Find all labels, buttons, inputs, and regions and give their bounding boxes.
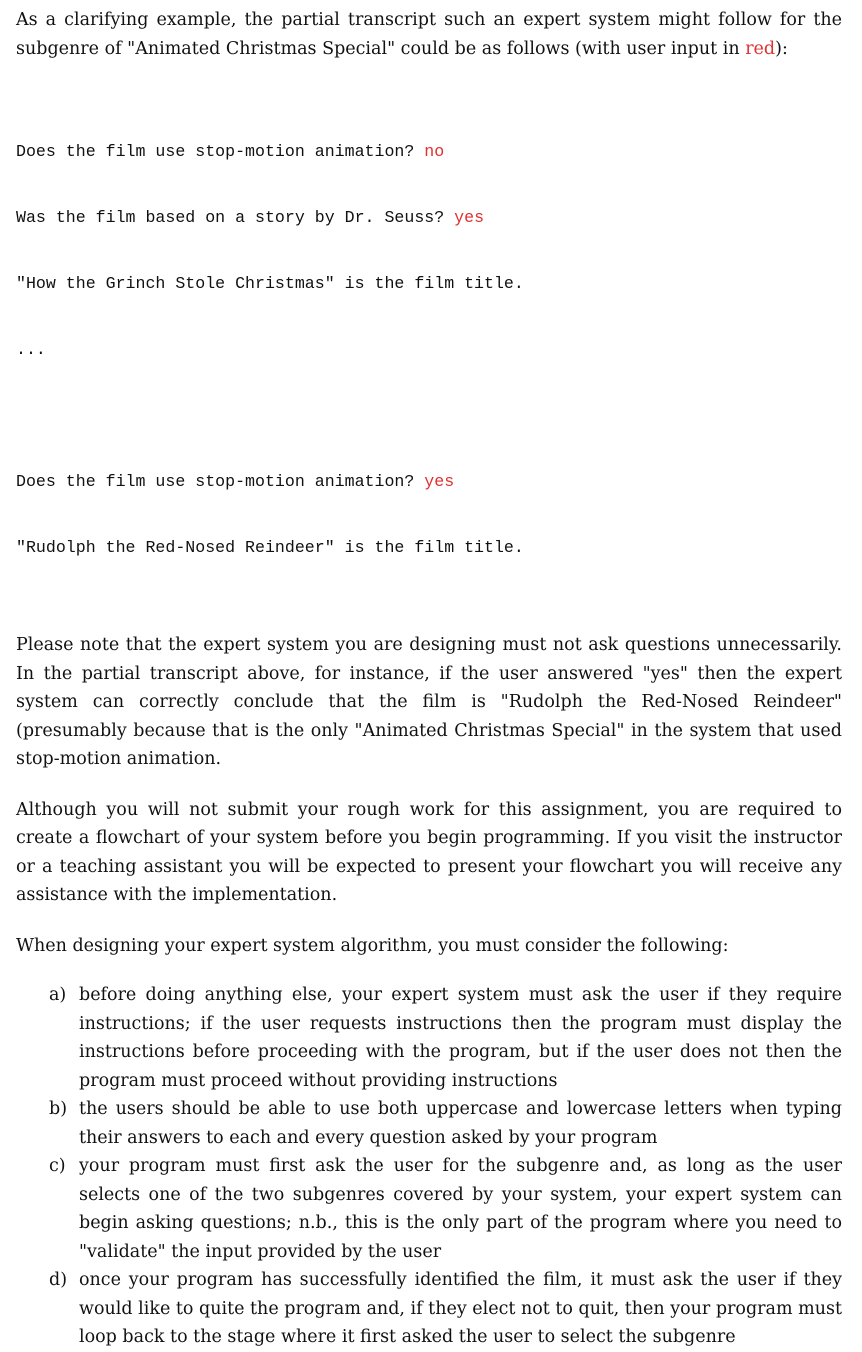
requirement-text: your program must first ask the user for the subgenre and, as long as the user selects one of the two subgenres covered by your system, your expert system can begin asking questions; n.b., this is the only part of the program where you need to "validate" the input provided by the user bbox=[79, 1156, 842, 1262]
transcript-line bbox=[16, 141, 842, 163]
transcript-prompt: Does the film use stop-motion animation? bbox=[16, 472, 425, 491]
transcript-answer: yes bbox=[424, 472, 455, 491]
requirement-item bbox=[16, 981, 842, 1095]
transcript-ellipsis: ... bbox=[16, 340, 46, 359]
transcript-line bbox=[16, 537, 842, 559]
requirement-item bbox=[16, 1095, 842, 1152]
transcript-line bbox=[16, 207, 842, 229]
intro-red-word: red bbox=[745, 38, 776, 59]
note-paragraph: Please note that the expert system you are designing must not ask questions unnecessarily. In the partial transcript above, for instance, if the user answered "yes" then the expert system can correctly conclude that the film is "Rudolph the Red-Nosed Reindeer" (presumably because that is the only "Animated Christmas Special" in the system that used stop-motion animation. bbox=[16, 635, 842, 769]
document-page bbox=[16, 6, 842, 1352]
transcript-prompt: Was the film based on a story by Dr. Seuss? bbox=[16, 208, 455, 227]
requirement-item bbox=[16, 1152, 842, 1266]
intro-paragraph bbox=[16, 6, 842, 63]
flowchart-paragraph: Although you will not submit your rough work for this assignment, you are required to create a flowchart of your system before you begin programming. If you visit the instructor or a teaching assistant you will be expected to present your flowchart you will receive any assistance with the implementation. bbox=[16, 799, 842, 905]
transcript-line bbox=[16, 273, 842, 295]
requirements-list bbox=[16, 981, 842, 1352]
requirement-marker: c) bbox=[49, 1156, 66, 1176]
transcript-block-1 bbox=[16, 97, 842, 405]
transcript-line bbox=[16, 339, 842, 361]
requirement-item bbox=[16, 1266, 842, 1352]
transcript-block-2 bbox=[16, 427, 842, 603]
requirement-text: before doing anything else, your expert system must ask the user if they require instructions; if the user requests instructions then the program must display the instructions before proceeding with the program, but if the user does not then the program must proceed without providing instructions bbox=[79, 985, 842, 1091]
transcript-answer: yes bbox=[454, 208, 485, 227]
requirement-marker: d) bbox=[49, 1270, 68, 1290]
transcript-prompt: "How the Grinch Stole Christmas" is the film title. bbox=[16, 274, 524, 293]
requirement-marker: b) bbox=[49, 1099, 68, 1119]
intro-text: As a clarifying example, the partial transcript such an expert system might follow for the subgenre of "Animated Christmas Special" could be as follows (with user input in bbox=[16, 10, 842, 59]
transcript-prompt: "Rudolph the Red-Nosed Reindeer" is the film title. bbox=[16, 538, 524, 557]
requirement-marker: a) bbox=[49, 985, 67, 1005]
designing-paragraph: When designing your expert system algorithm, you must consider the following: bbox=[16, 935, 729, 956]
requirement-text: once your program has successfully identified the film, it must ask the user if they would like to quite the program and, if they elect not to quit, then your program must loop back to the stage where it first asked the user to select the subgenre bbox=[79, 1270, 843, 1347]
transcript-prompt: Does the film use stop-motion animation? bbox=[16, 142, 425, 161]
transcript-line bbox=[16, 471, 842, 493]
intro-text-end: ): bbox=[775, 38, 788, 59]
requirement-text: the users should be able to use both uppercase and lowercase letters when typing their answers to each and every question asked by your program bbox=[79, 1099, 842, 1148]
transcript-answer: no bbox=[424, 142, 445, 161]
